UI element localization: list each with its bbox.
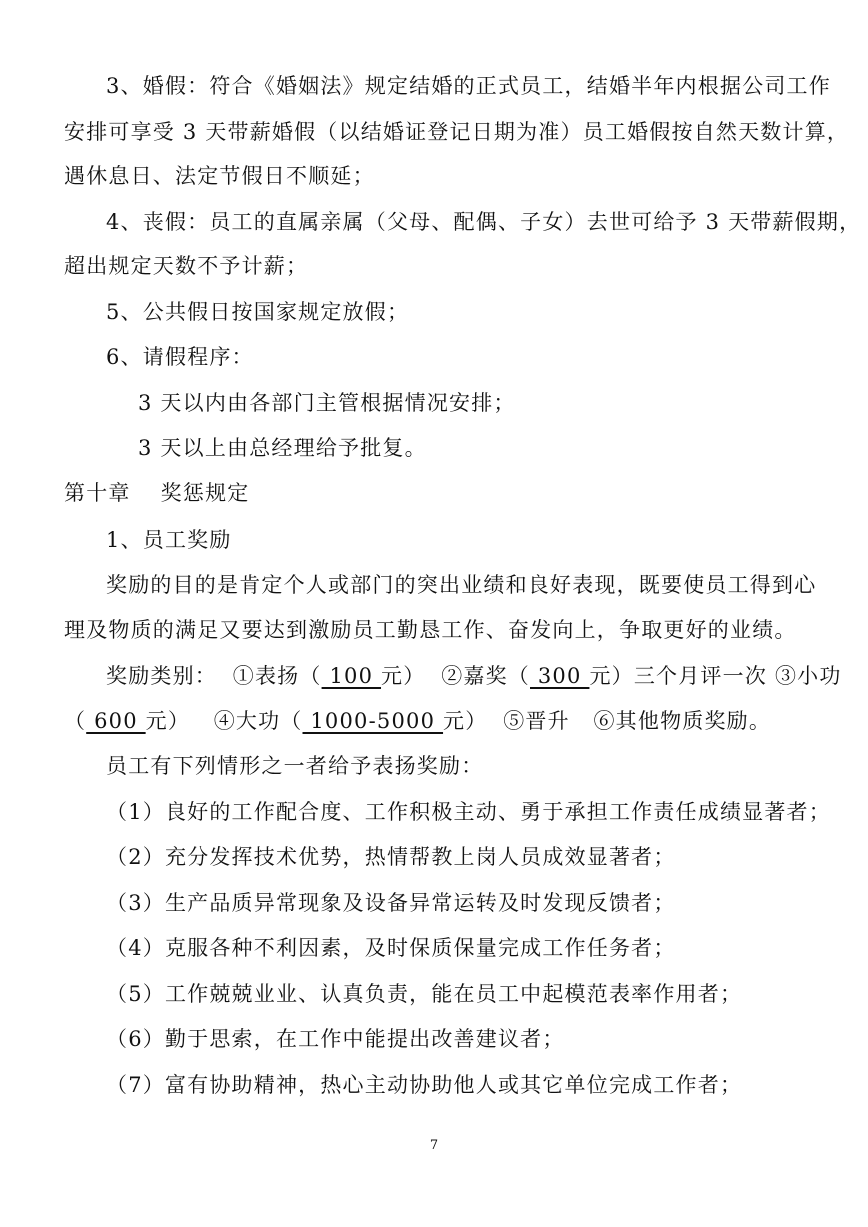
commendation-intro: 员工有下列情形之一者给予表扬奖励： — [106, 754, 484, 778]
category-other-material: ⑥其他物质奖励。 — [593, 709, 772, 733]
category-major-merit — [214, 709, 488, 733]
category-commendation — [441, 664, 767, 688]
category-praise-unit: 元） — [381, 664, 426, 688]
category-major-merit-amount: 1000-5000 — [302, 709, 444, 733]
category-praise-amount: 100 — [321, 664, 382, 688]
section-title-employee-reward: 1、员工奖励 — [106, 528, 232, 552]
marriage-leave-line-3: 遇休息日、法定节假日不顺延； — [64, 164, 375, 188]
category-minor-merit-open: （ — [64, 709, 87, 733]
category-major-merit-label: ④大功（ — [213, 709, 303, 733]
category-praise — [233, 664, 426, 688]
category-minor-merit-unit: 元） — [145, 709, 191, 733]
reward-categories-label: 奖励类别： — [106, 664, 217, 688]
chapter-heading: 第十章 奖惩规定 — [64, 481, 250, 505]
reward-purpose-line-1: 奖励的目的是肯定个人或部门的突出业绩和良好表现，既要使员工得到心 — [106, 573, 817, 597]
commendation-item: （2）充分发挥技术优势，热情帮教上岗人员成效显著者； — [106, 845, 676, 869]
category-minor-merit-amount: 600 — [86, 709, 146, 733]
category-praise-label: ①表扬（ — [232, 664, 322, 688]
leave-procedure-item: 3 天以内由各部门主管根据情况安排； — [138, 391, 516, 415]
commendation-item: （4）克服各种不利因素，及时保质保量完成工作任务者； — [106, 936, 676, 960]
bereavement-leave-line-1: 4、丧假：员工的直属亲属（父母、配偶、子女）去世可给予 3 天带薪假期， — [106, 210, 862, 234]
category-minor-merit-label: ③小功 — [774, 664, 842, 688]
reward-categories-line-1 — [0, 661, 868, 691]
commendation-item: （5）工作兢兢业业、认真负责，能在员工中起模范表率作用者； — [106, 982, 743, 1006]
category-commendation-amount: 300 — [530, 664, 590, 688]
marriage-leave-line-2: 安排可享受 3 天带薪婚假（以结婚证登记日期为准）员工婚假按自然天数计算， — [64, 120, 850, 144]
category-commendation-unit: 元）三个月评一次 — [589, 664, 768, 688]
commendation-item: （7）富有协助精神，热心主动协助他人或其它单位完成工作者； — [106, 1073, 743, 1097]
reward-purpose-line-2: 理及物质的满足又要达到激励员工勤恳工作、奋发向上，争取更好的业绩。 — [64, 618, 797, 642]
commendation-item: （6）勤于思索，在工作中能提出改善建议者； — [106, 1027, 565, 1051]
bereavement-leave-line-2: 超出规定天数不予计薪； — [64, 254, 309, 278]
category-major-merit-unit: 元） — [443, 709, 488, 733]
category-commendation-label: ②嘉奖（ — [441, 664, 530, 688]
commendation-item: （3）生产品质异常现象及设备异常运转及时发现反馈者； — [106, 891, 676, 915]
marriage-leave-line-1: 3、婚假：符合《婚姻法》规定结婚的正式员工，结婚半年内根据公司工作 — [106, 74, 831, 98]
leave-procedure-item: 3 天以上由总经理给予批复。 — [138, 436, 427, 460]
public-holiday-line: 5、公共假日按国家规定放假； — [106, 300, 410, 324]
leave-procedure-title: 6、请假程序： — [106, 345, 254, 369]
page-number: 7 — [429, 1138, 439, 1153]
category-promotion: ⑤晋升 — [503, 709, 570, 733]
commendation-item: （1）良好的工作配合度、工作积极主动、勇于承担工作责任成绩显著者； — [106, 800, 831, 824]
reward-categories-line-2 — [0, 706, 868, 736]
